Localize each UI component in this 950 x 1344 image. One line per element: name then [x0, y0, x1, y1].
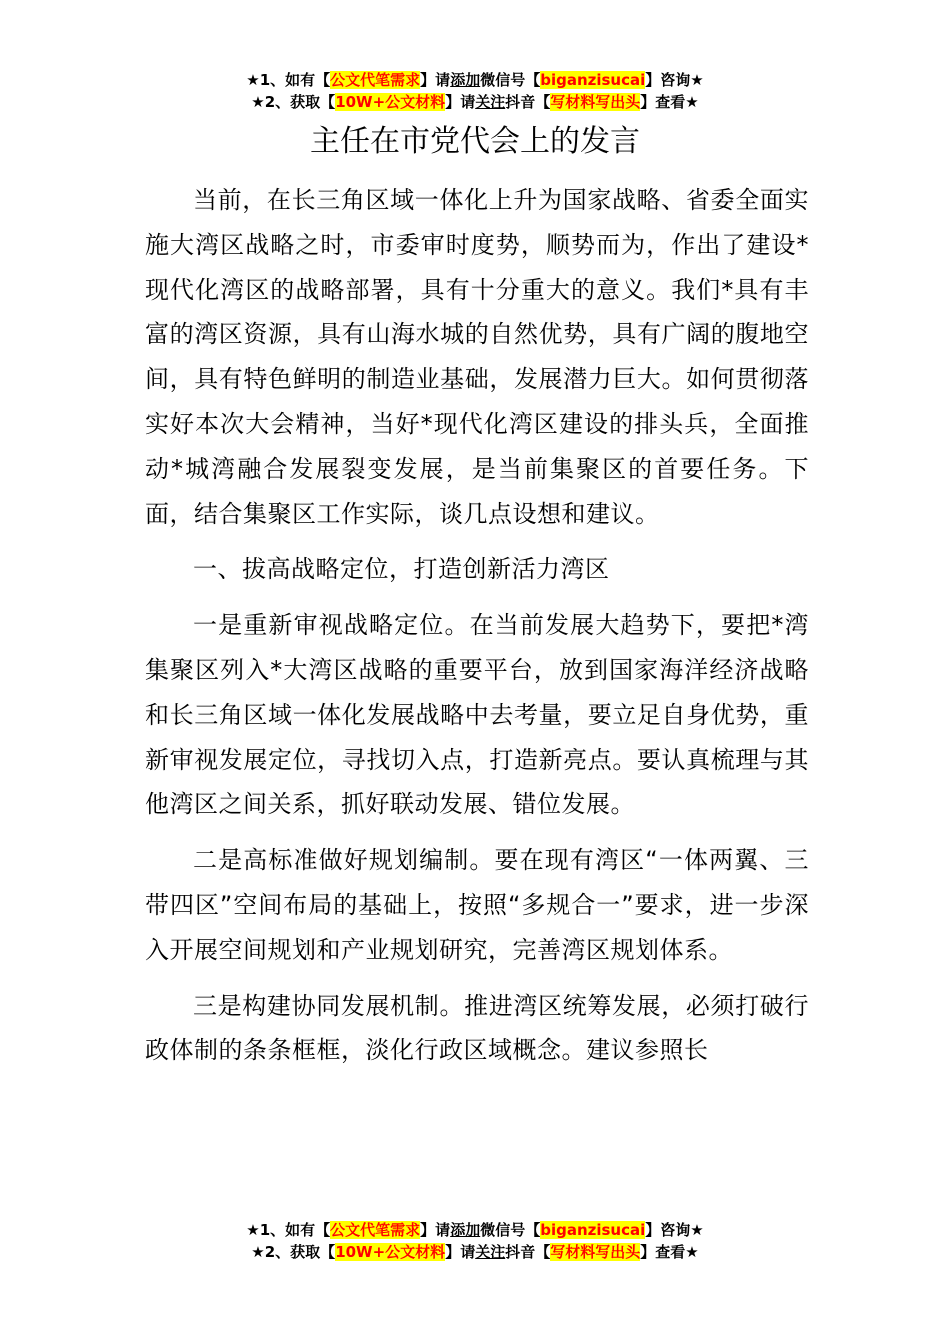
- banner-text: 】请: [420, 1221, 451, 1239]
- banner-highlight: 10W+公文材料: [335, 1243, 446, 1261]
- banner-highlight: 公文代笔需求: [330, 1221, 421, 1239]
- banner-text: ★2、获取【: [251, 93, 336, 111]
- banner-text: 微信号【: [480, 71, 541, 89]
- banner-text: 微信号【: [480, 1221, 541, 1239]
- banner-underlined-text: 关注: [475, 93, 506, 111]
- banner-text: 抖音【: [505, 1243, 551, 1261]
- document-title: 主任在市党代会上的发言: [310, 124, 640, 159]
- section-heading: 一、拔高战略定位，打造创新活力湾区: [193, 555, 610, 584]
- banner-text: 】请: [445, 93, 476, 111]
- banner-highlight: 公文代笔需求: [330, 71, 421, 89]
- banner-text: 抖音【: [505, 93, 551, 111]
- banner-highlight: biganzisucai: [540, 1221, 646, 1239]
- document-body: [145, 178, 809, 1073]
- banner-text: 】查看★: [640, 1243, 699, 1261]
- banner-underlined-text: 关注: [475, 1243, 506, 1261]
- banner-line-1: [0, 1219, 950, 1241]
- banner-highlight: 10W+公文材料: [335, 93, 446, 111]
- banner-text: ★1、如有【: [246, 71, 331, 89]
- banner-underlined-text: 添加: [450, 71, 481, 89]
- paragraph: 三是构建协同发展机制。推进湾区统筹发展，必须打破行政体制的条条框框，淡化行政区域概念。建议参照长: [145, 991, 809, 1065]
- banner-highlight: biganzisucai: [540, 71, 646, 89]
- banner-underlined-text: 添加: [450, 1221, 481, 1239]
- banner-highlight: 写材料写出头: [550, 1243, 641, 1261]
- banner-text: 】咨询★: [645, 1221, 704, 1239]
- banner-line-2: [0, 1241, 950, 1263]
- paragraph: 当前，在长三角区域一体化上升为国家战略、省委全面实施大湾区战略之时，市委审时度势，顺势而为，作出了建设*现代化湾区的战略部署，具有十分重大的意义。我们*具有丰富的湾区资源，具有山海水城的自然优势，具有广阔的腹地空间，具有特色鲜明的制造业基础，发展潜力巨大。如何贯彻落实好本次大会精神，当好*现代化湾区建设的排头兵，全面推动*城湾融合发展裂变发展，是当前集聚区的首要任务。下面，结合集聚区工作实际，谈几点设想和建议。: [145, 186, 809, 528]
- paragraph: 一是重新审视战略定位。在当前发展大趋势下，要把*湾集聚区列入*大湾区战略的重要平台，放到国家海洋经济战略和长三角区域一体化发展战略中去考量，要立足自身优势，重新审视发展定位，寻找切入点，打造新亮点。要认真梳理与其他湾区之间关系，抓好联动发展、错位发展。: [145, 611, 809, 819]
- banner-text: 】请: [445, 1243, 476, 1261]
- paragraph: 二是高标准做好规划编制。要在现有湾区“一体两翼、三带四区”空间布局的基础上，按照“多规合一”要求，进一步深入开展空间规划和产业规划研究，完善湾区规划体系。: [145, 846, 809, 964]
- banner-text: 】咨询★: [645, 71, 704, 89]
- footer-banner: [0, 1219, 950, 1263]
- banner-line-2: [0, 91, 950, 113]
- banner-text: ★2、获取【: [251, 1243, 336, 1261]
- banner-text: 】请: [420, 71, 451, 89]
- banner-line-1: [0, 69, 950, 91]
- header-banner: [0, 69, 950, 113]
- banner-highlight: 写材料写出头: [550, 93, 641, 111]
- banner-text: 】查看★: [640, 93, 699, 111]
- banner-text: ★1、如有【: [246, 1221, 331, 1239]
